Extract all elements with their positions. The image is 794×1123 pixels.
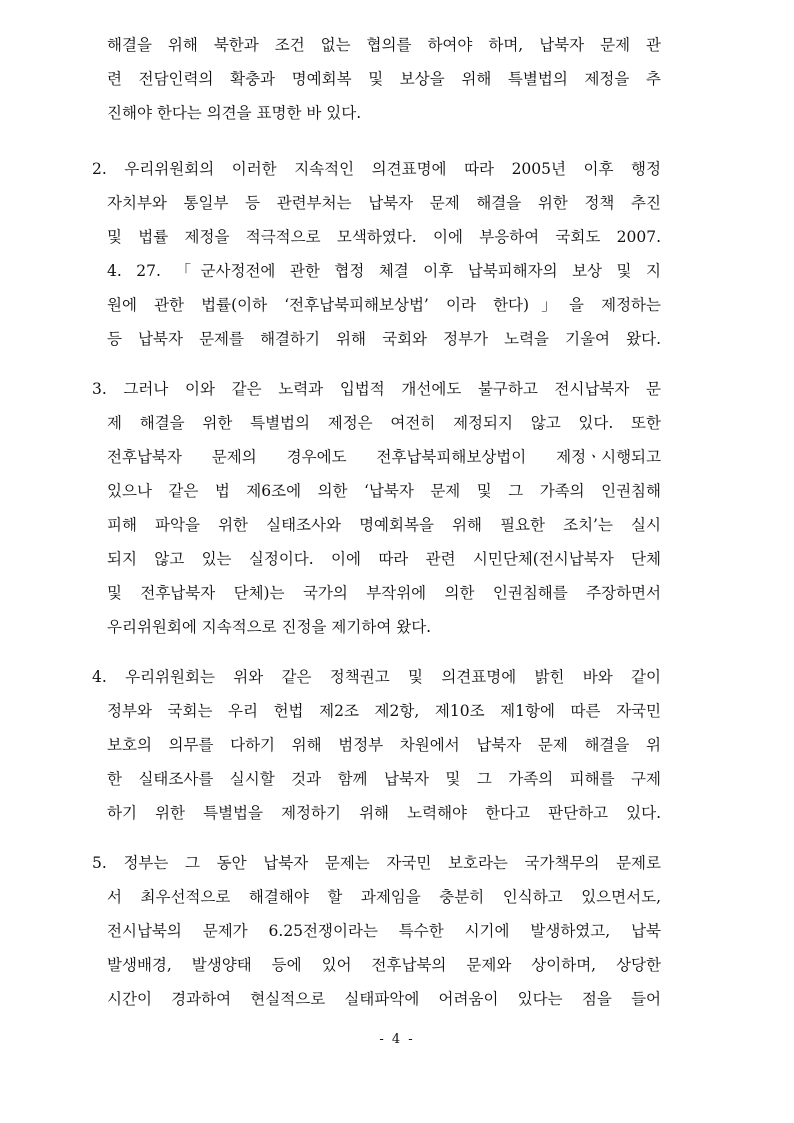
text-line: 하기 위한 특별법을 제정하기 위해 노력해야 한다고 판단하고 있다. — [107, 804, 661, 822]
text-line: 4. 우리위원회는 위와 같은 정책권고 및 의견표명에 밝힌 바와 같이 — [92, 668, 661, 686]
text-line: 진해야 한다는 의견을 표명한 바 있다. — [107, 104, 362, 122]
text-line: 4. 27. 「군사정전에 관한 협정 체결 이후 납북피해자의 보상 및 지 — [107, 262, 661, 280]
text-line: 원에 관한 법률(이하 ‘전후납북피해보상법’ 이라 한다)」을 제정하는 — [107, 296, 661, 314]
text-line: 시간이 경과하여 현실적으로 실태파악에 어려움이 있다는 점을 들어 — [107, 990, 661, 1008]
text-line: 되지 않고 있는 실정이다. 이에 따라 관련 시민단체(전시납북자 단체 — [107, 550, 661, 568]
text-line: 보호의 의무를 다하기 위해 범정부 차원에서 납북자 문제 해결을 위 — [107, 736, 661, 754]
page-number: - 4 - — [379, 1032, 415, 1047]
text-line: 피해 파악을 위한 실태조사와 명예회복을 위해 필요한 조치’는 실시 — [107, 516, 661, 534]
text-line: 2. 우리위원회의 이러한 지속적인 의견표명에 따라 2005년 이후 행정 — [92, 160, 661, 178]
text-line: 전시납북의 문제가 6.25전쟁이라는 특수한 시기에 발생하였고, 납북 — [107, 922, 661, 940]
text-line: 3. 그러나 이와 같은 노력과 입법적 개선에도 불구하고 전시납북자 문 — [92, 380, 661, 398]
text-line: 5. 정부는 그 동안 납북자 문제는 자국민 보호라는 국가책무의 문제로 — [92, 854, 661, 872]
text-line: 및 전후납북자 단체)는 국가의 부작위에 의한 인권침해를 주장하면서 — [107, 584, 661, 602]
text-line: 한 실태조사를 실시할 것과 함께 납북자 및 그 가족의 피해를 구제 — [107, 770, 661, 788]
text-line: 련 전담인력의 확충과 명예회복 및 보상을 위해 특별법의 제정을 추 — [107, 70, 661, 88]
text-line: 서 최우선적으로 해결해야 할 과제임을 충분히 인식하고 있으면서도, — [107, 888, 661, 906]
text-line: 우리위원회에 지속적으로 진정을 제기하여 왔다. — [107, 618, 432, 636]
text-line: 및 법률 제정을 적극적으로 모색하였다. 이에 부응하여 국회도 2007. — [107, 228, 661, 246]
text-line: 발생배경, 발생양태 등에 있어 전후납북의 문제와 상이하며, 상당한 — [107, 956, 661, 974]
text-line: 전후납북자 문제의 경우에도 전후납북피해보상법이 제정ㆍ시행되고 — [107, 448, 661, 466]
text-line: 제 해결을 위한 특별법의 제정은 여전히 제정되지 않고 있다. 또한 — [107, 414, 661, 432]
text-line: 자치부와 통일부 등 관련부처는 납북자 문제 해결을 위한 정책 추진 — [107, 194, 661, 212]
text-line: 등 납북자 문제를 해결하기 위해 국회와 정부가 노력을 기울여 왔다. — [107, 330, 661, 348]
text-line: 해결을 위해 북한과 조건 없는 협의를 하여야 하며, 납북자 문제 관 — [107, 36, 661, 54]
text-line: 있으나 같은 법 제6조에 의한 ‘납북자 문제 및 그 가족의 인권침해 — [107, 482, 661, 500]
text-line: 정부와 국회는 우리 헌법 제2조 제2항, 제10조 제1항에 따른 자국민 — [107, 702, 661, 720]
